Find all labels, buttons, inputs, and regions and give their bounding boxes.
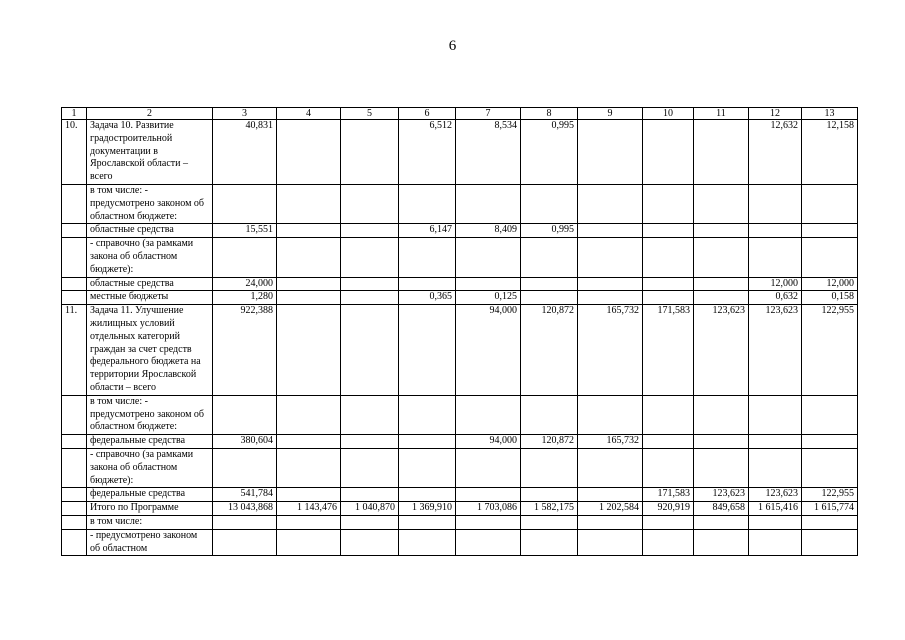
value-cell-col-5: [341, 238, 399, 277]
value-cell-col-9: [578, 224, 643, 238]
value-cell-col-12: 12,632: [749, 120, 802, 185]
table-row: [62, 529, 858, 556]
value-cell-col-11: [694, 277, 749, 291]
value-cell-col-7: 8,534: [456, 120, 521, 185]
column-header-4: 4: [277, 108, 341, 120]
row-number-cell: [62, 529, 87, 556]
value-cell-col-8: [521, 515, 578, 529]
value-cell-col-9: [578, 120, 643, 185]
column-header-9: 9: [578, 108, 643, 120]
value-cell-col-6: [399, 277, 456, 291]
value-cell-col-7: [456, 277, 521, 291]
value-cell-col-4: [277, 488, 341, 502]
value-cell-col-5: [341, 395, 399, 434]
value-cell-col-11: [694, 238, 749, 277]
value-cell-col-12: [749, 529, 802, 556]
value-cell-col-7: [456, 448, 521, 487]
value-cell-col-4: [277, 448, 341, 487]
value-cell-col-10: [643, 435, 694, 449]
value-cell-col-12: 123,623: [749, 488, 802, 502]
value-cell-col-4: 1 143,476: [277, 502, 341, 516]
value-cell-col-3: 15,551: [213, 224, 277, 238]
value-cell-col-8: 120,872: [521, 435, 578, 449]
value-cell-col-8: 1 582,175: [521, 502, 578, 516]
value-cell-col-8: [521, 277, 578, 291]
value-cell-col-13: [802, 238, 858, 277]
value-cell-col-6: 1 369,910: [399, 502, 456, 516]
description-cell: - справочно (за рамками закона об областном бюджете):: [87, 238, 213, 277]
value-cell-col-13: [802, 435, 858, 449]
column-header-11: 11: [694, 108, 749, 120]
value-cell-col-5: 1 040,870: [341, 502, 399, 516]
value-cell-col-5: [341, 488, 399, 502]
value-cell-col-10: [643, 120, 694, 185]
row-number-cell: [62, 238, 87, 277]
table-row: [62, 502, 858, 516]
value-cell-col-9: [578, 238, 643, 277]
table-row: [62, 238, 858, 277]
value-cell-col-5: [341, 305, 399, 396]
value-cell-col-10: [643, 238, 694, 277]
value-cell-col-13: [802, 515, 858, 529]
value-cell-col-10: 920,919: [643, 502, 694, 516]
value-cell-col-7: 94,000: [456, 435, 521, 449]
value-cell-col-8: [521, 488, 578, 502]
value-cell-col-7: [456, 488, 521, 502]
value-cell-col-4: [277, 291, 341, 305]
value-cell-col-12: [749, 224, 802, 238]
value-cell-col-13: 122,955: [802, 305, 858, 396]
value-cell-col-6: [399, 238, 456, 277]
value-cell-col-10: [643, 448, 694, 487]
value-cell-col-4: [277, 184, 341, 223]
value-cell-col-4: [277, 277, 341, 291]
value-cell-col-8: [521, 529, 578, 556]
description-cell: областные средства: [87, 224, 213, 238]
value-cell-col-6: [399, 488, 456, 502]
value-cell-col-4: [277, 515, 341, 529]
value-cell-col-7: 8,409: [456, 224, 521, 238]
table-header-row: [62, 108, 858, 120]
value-cell-col-11: [694, 515, 749, 529]
value-cell-col-10: 171,583: [643, 305, 694, 396]
value-cell-col-6: 6,147: [399, 224, 456, 238]
value-cell-col-7: 0,125: [456, 291, 521, 305]
value-cell-col-12: 12,000: [749, 277, 802, 291]
row-number-cell: 10.: [62, 120, 87, 185]
row-number-cell: [62, 488, 87, 502]
value-cell-col-4: [277, 224, 341, 238]
table-row: [62, 184, 858, 223]
value-cell-col-9: [578, 488, 643, 502]
value-cell-col-12: [749, 515, 802, 529]
value-cell-col-10: [643, 224, 694, 238]
value-cell-col-9: [578, 277, 643, 291]
value-cell-col-12: [749, 184, 802, 223]
value-cell-col-6: [399, 305, 456, 396]
description-cell: Задача 10. Развитие градостроительной документации в Ярославской области – всего: [87, 120, 213, 185]
table-row: [62, 291, 858, 305]
description-cell: - предусмотрено законом об областном: [87, 529, 213, 556]
value-cell-col-12: 1 615,416: [749, 502, 802, 516]
value-cell-col-7: [456, 184, 521, 223]
column-header-7: 7: [456, 108, 521, 120]
value-cell-col-7: 94,000: [456, 305, 521, 396]
column-header-10: 10: [643, 108, 694, 120]
value-cell-col-6: [399, 435, 456, 449]
description-cell: Задача 11. Улучшение жилищных условий отдельных категорий граждан за счет средств федерального бюджета на территории Ярославской области – всего: [87, 305, 213, 396]
value-cell-col-4: [277, 120, 341, 185]
value-cell-col-7: [456, 395, 521, 434]
value-cell-col-10: 171,583: [643, 488, 694, 502]
description-cell: местные бюджеты: [87, 291, 213, 305]
value-cell-col-9: 1 202,584: [578, 502, 643, 516]
value-cell-col-11: [694, 395, 749, 434]
value-cell-col-9: 165,732: [578, 305, 643, 396]
value-cell-col-13: [802, 395, 858, 434]
value-cell-col-7: 1 703,086: [456, 502, 521, 516]
value-cell-col-13: 12,000: [802, 277, 858, 291]
value-cell-col-3: [213, 238, 277, 277]
value-cell-col-4: [277, 238, 341, 277]
value-cell-col-13: [802, 224, 858, 238]
value-cell-col-6: [399, 529, 456, 556]
column-header-6: 6: [399, 108, 456, 120]
table-row: [62, 224, 858, 238]
value-cell-col-7: [456, 529, 521, 556]
value-cell-col-3: 13 043,868: [213, 502, 277, 516]
value-cell-col-4: [277, 395, 341, 434]
value-cell-col-11: [694, 448, 749, 487]
column-header-8: 8: [521, 108, 578, 120]
value-cell-col-5: [341, 291, 399, 305]
value-cell-col-3: 40,831: [213, 120, 277, 185]
value-cell-col-6: [399, 184, 456, 223]
table-row: [62, 435, 858, 449]
value-cell-col-5: [341, 224, 399, 238]
description-cell: федеральные средства: [87, 435, 213, 449]
value-cell-col-7: [456, 238, 521, 277]
value-cell-col-9: [578, 448, 643, 487]
value-cell-col-13: [802, 529, 858, 556]
column-header-1: 1: [62, 108, 87, 120]
value-cell-col-9: [578, 529, 643, 556]
value-cell-col-11: [694, 529, 749, 556]
row-number-cell: 11.: [62, 305, 87, 396]
column-header-2: 2: [87, 108, 213, 120]
value-cell-col-4: [277, 305, 341, 396]
value-cell-col-6: [399, 515, 456, 529]
value-cell-col-11: [694, 224, 749, 238]
value-cell-col-6: [399, 395, 456, 434]
row-number-cell: [62, 224, 87, 238]
value-cell-col-9: [578, 184, 643, 223]
table-row: [62, 277, 858, 291]
value-cell-col-9: [578, 395, 643, 434]
table-row: [62, 488, 858, 502]
value-cell-col-11: 849,658: [694, 502, 749, 516]
value-cell-col-5: [341, 529, 399, 556]
value-cell-col-3: 24,000: [213, 277, 277, 291]
value-cell-col-8: [521, 448, 578, 487]
value-cell-col-12: [749, 238, 802, 277]
description-cell: - справочно (за рамками закона об областном бюджете):: [87, 448, 213, 487]
value-cell-col-10: [643, 515, 694, 529]
value-cell-col-10: [643, 277, 694, 291]
description-cell: в том числе: - предусмотрено законом об областном бюджете:: [87, 184, 213, 223]
value-cell-col-11: [694, 120, 749, 185]
value-cell-col-12: [749, 395, 802, 434]
value-cell-col-5: [341, 184, 399, 223]
value-cell-col-3: [213, 184, 277, 223]
value-cell-col-3: [213, 515, 277, 529]
value-cell-col-12: 123,623: [749, 305, 802, 396]
value-cell-col-12: [749, 435, 802, 449]
value-cell-col-10: [643, 395, 694, 434]
row-number-cell: [62, 184, 87, 223]
column-header-3: 3: [213, 108, 277, 120]
value-cell-col-8: 120,872: [521, 305, 578, 396]
table-row: [62, 448, 858, 487]
column-header-12: 12: [749, 108, 802, 120]
value-cell-col-13: [802, 184, 858, 223]
value-cell-col-13: 122,955: [802, 488, 858, 502]
value-cell-col-3: 380,604: [213, 435, 277, 449]
value-cell-col-5: [341, 448, 399, 487]
description-cell: Итого по Программе: [87, 502, 213, 516]
value-cell-col-13: 1 615,774: [802, 502, 858, 516]
value-cell-col-11: [694, 184, 749, 223]
value-cell-col-8: [521, 184, 578, 223]
value-cell-col-13: 0,158: [802, 291, 858, 305]
value-cell-col-3: [213, 448, 277, 487]
value-cell-col-5: [341, 515, 399, 529]
row-number-cell: [62, 395, 87, 434]
budget-table: [61, 107, 858, 556]
row-number-cell: [62, 448, 87, 487]
value-cell-col-6: 0,365: [399, 291, 456, 305]
value-cell-col-3: [213, 529, 277, 556]
value-cell-col-10: [643, 529, 694, 556]
value-cell-col-5: [341, 277, 399, 291]
value-cell-col-8: 0,995: [521, 120, 578, 185]
row-number-cell: [62, 277, 87, 291]
description-cell: федеральные средства: [87, 488, 213, 502]
table-row: [62, 305, 858, 396]
value-cell-col-8: [521, 238, 578, 277]
description-cell: в том числе:: [87, 515, 213, 529]
column-header-13: 13: [802, 108, 858, 120]
value-cell-col-13: 12,158: [802, 120, 858, 185]
value-cell-col-3: [213, 395, 277, 434]
value-cell-col-12: [749, 448, 802, 487]
page-number: 6: [448, 38, 457, 54]
value-cell-col-9: [578, 515, 643, 529]
value-cell-col-5: [341, 120, 399, 185]
row-number-cell: [62, 502, 87, 516]
row-number-cell: [62, 291, 87, 305]
value-cell-col-8: 0,995: [521, 224, 578, 238]
value-cell-col-4: [277, 529, 341, 556]
value-cell-col-3: 541,784: [213, 488, 277, 502]
value-cell-col-6: 6,512: [399, 120, 456, 185]
table-row: [62, 395, 858, 434]
value-cell-col-10: [643, 291, 694, 305]
table-row: [62, 515, 858, 529]
value-cell-col-3: 922,388: [213, 305, 277, 396]
value-cell-col-3: 1,280: [213, 291, 277, 305]
row-number-cell: [62, 515, 87, 529]
value-cell-col-10: [643, 184, 694, 223]
description-cell: в том числе: - предусмотрено законом об областном бюджете:: [87, 395, 213, 434]
value-cell-col-8: [521, 291, 578, 305]
table-row: [62, 120, 858, 185]
row-number-cell: [62, 435, 87, 449]
value-cell-col-11: 123,623: [694, 488, 749, 502]
description-cell: областные средства: [87, 277, 213, 291]
value-cell-col-11: [694, 435, 749, 449]
value-cell-col-6: [399, 448, 456, 487]
value-cell-col-5: [341, 435, 399, 449]
value-cell-col-11: [694, 291, 749, 305]
column-header-5: 5: [341, 108, 399, 120]
value-cell-col-11: 123,623: [694, 305, 749, 396]
value-cell-col-13: [802, 448, 858, 487]
value-cell-col-12: 0,632: [749, 291, 802, 305]
value-cell-col-7: [456, 515, 521, 529]
value-cell-col-8: [521, 395, 578, 434]
value-cell-col-4: [277, 435, 341, 449]
value-cell-col-9: [578, 291, 643, 305]
value-cell-col-9: 165,732: [578, 435, 643, 449]
